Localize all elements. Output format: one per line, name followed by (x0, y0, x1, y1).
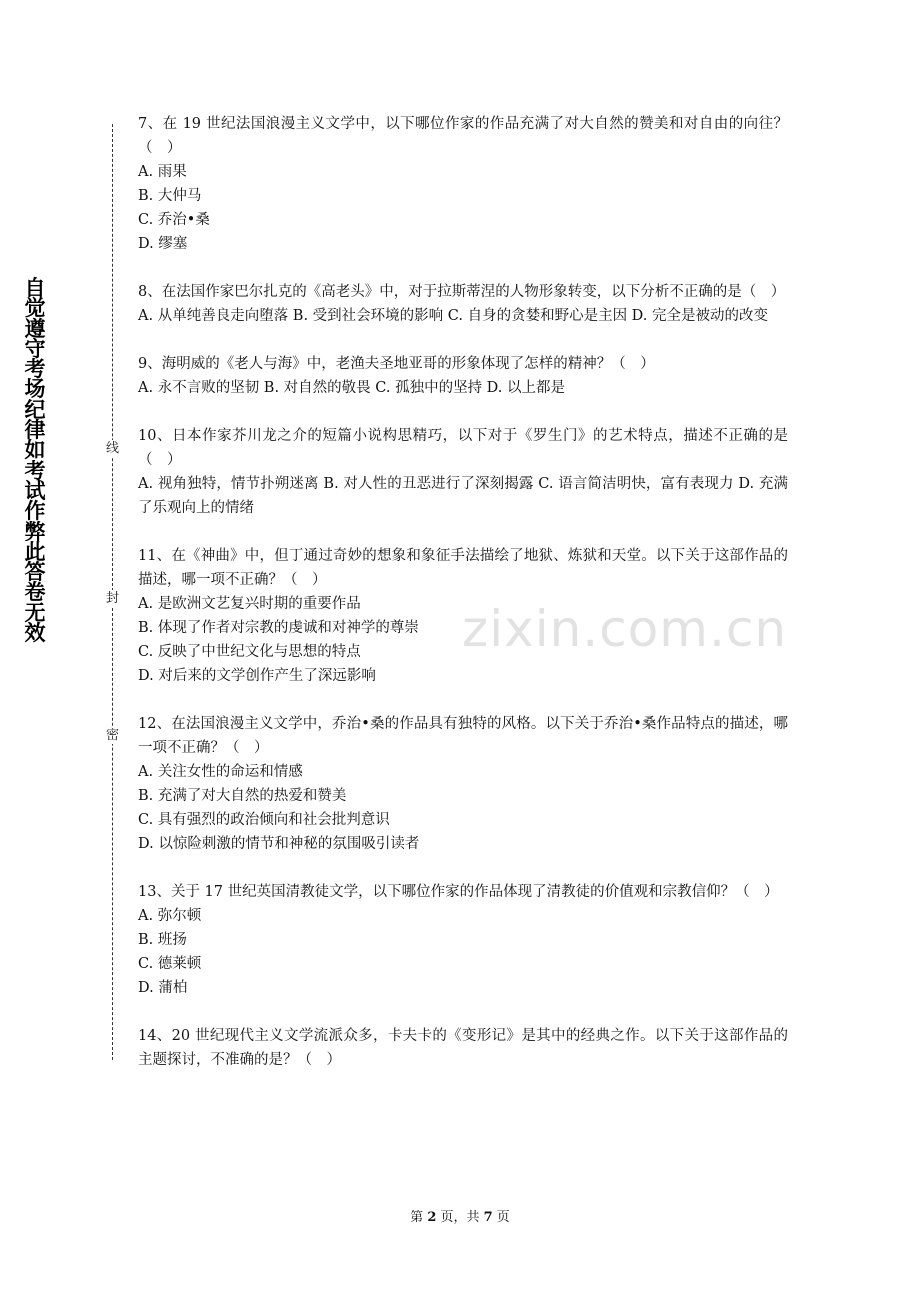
watermark: zixin.com.cn (462, 600, 788, 658)
question-7 (138, 112, 788, 256)
footer-middle: 页，共 (436, 1210, 484, 1225)
question-stem: 13、关于 17 世纪英国清教徒文学，以下哪位作家的作品体现了清教徒的价值观和宗教信仰？（ ） (138, 884, 779, 900)
inline-options: A. 永不言败的坚韧 B. 对自然的敬畏 C. 孤独中的坚持 D. 以上都是 (138, 380, 566, 396)
option-a: A. 是欧洲文艺复兴时期的重要作品 (138, 596, 361, 612)
binding-label-line: 线 (105, 441, 119, 456)
option-d: D. 蒲柏 (138, 980, 188, 996)
question-stem: 8、在法国作家巴尔扎克的《高老头》中，对于拉斯蒂涅的人物形象转变，以下分析不正确的是（ ） (138, 284, 786, 300)
option-c: C. 德莱顿 (138, 956, 202, 972)
option-c: C. 乔治•桑 (138, 212, 210, 228)
option-a: A. 雨果 (138, 164, 187, 180)
option-d: D. 对后来的文学创作产生了深远影响 (138, 668, 376, 684)
question-14 (138, 1024, 788, 1072)
question-10 (138, 424, 788, 520)
question-list (138, 112, 788, 1096)
question-stem: 9、海明威的《老人与海》中，老渔夫圣地亚哥的形象体现了怎样的精神？（ ） (138, 356, 655, 372)
binding-label-secret: 密 (105, 728, 119, 743)
option-b: B. 大仲马 (138, 188, 202, 204)
option-a: A. 关注女性的命运和情感 (138, 764, 303, 780)
option-b: B. 班扬 (138, 932, 187, 948)
total-pages: 7 (483, 1210, 493, 1225)
footer-suffix: 页 (492, 1210, 510, 1225)
footer-prefix: 第 (410, 1210, 428, 1225)
inline-options: A. 视角独特，情节扑朔迷离 B. 对人性的丑恶进行了深刻揭露 C. 语言简洁明快，富有表现力 D. 充满了乐观向上的情绪 (138, 476, 788, 516)
option-a: A. 弥尔顿 (138, 908, 202, 924)
option-c: C. 反映了中世纪文化与思想的特点 (138, 644, 361, 660)
question-13 (138, 880, 788, 1000)
option-d: D. 以惊险刺激的情节和神秘的氛围吸引读者 (138, 836, 420, 852)
question-9 (138, 352, 788, 400)
option-b: B. 体现了作者对宗教的虔诚和对神学的尊崇 (138, 620, 419, 636)
question-stem: 14、20 世纪现代主义文学流派众多，卡夫卡的《变形记》是其中的经典之作。以下关于这部作品的主题探讨，不准确的是？（ ） (138, 1028, 788, 1068)
question-11 (138, 544, 788, 688)
question-12 (138, 712, 788, 856)
inline-options: A. 从单纯善良走向堕落 B. 受到社会环境的影响 C. 自身的贪婪和野心是主因 D. 完全是被动的改变 (138, 308, 769, 324)
option-d: D. 缪塞 (138, 236, 188, 252)
binding-label-seal: 封 (105, 591, 119, 606)
option-c: C. 具有强烈的政治倾向和社会批判意识 (138, 812, 390, 828)
question-8 (138, 280, 788, 328)
current-page: 2 (427, 1210, 437, 1225)
option-b: B. 充满了对大自然的热爱和赞美 (138, 788, 347, 804)
side-notice (22, 276, 48, 646)
side-notice-text: 自觉遵守考场纪律如考试作弊此答卷无效 (24, 276, 46, 646)
question-stem: 11、在《神曲》中，但丁通过奇妙的想象和象征手法描绘了地狱、炼狱和天堂。以下关于这部作品的描述，哪一项不正确？（ ） (138, 548, 788, 588)
question-stem: 10、日本作家芥川龙之介的短篇小说构思精巧，以下对于《罗生门》的艺术特点，描述不正确的是（ ） (138, 428, 788, 468)
page-footer (0, 1206, 920, 1225)
question-stem: 12、在法国浪漫主义文学中，乔治•桑的作品具有独特的风格。以下关于乔治•桑作品特点的描述，哪一项不正确？（ ） (138, 716, 788, 756)
question-stem: 7、在 19 世纪法国浪漫主义文学中，以下哪位作家的作品充满了对大自然的赞美和对自由的向往？（ ） (138, 116, 788, 156)
